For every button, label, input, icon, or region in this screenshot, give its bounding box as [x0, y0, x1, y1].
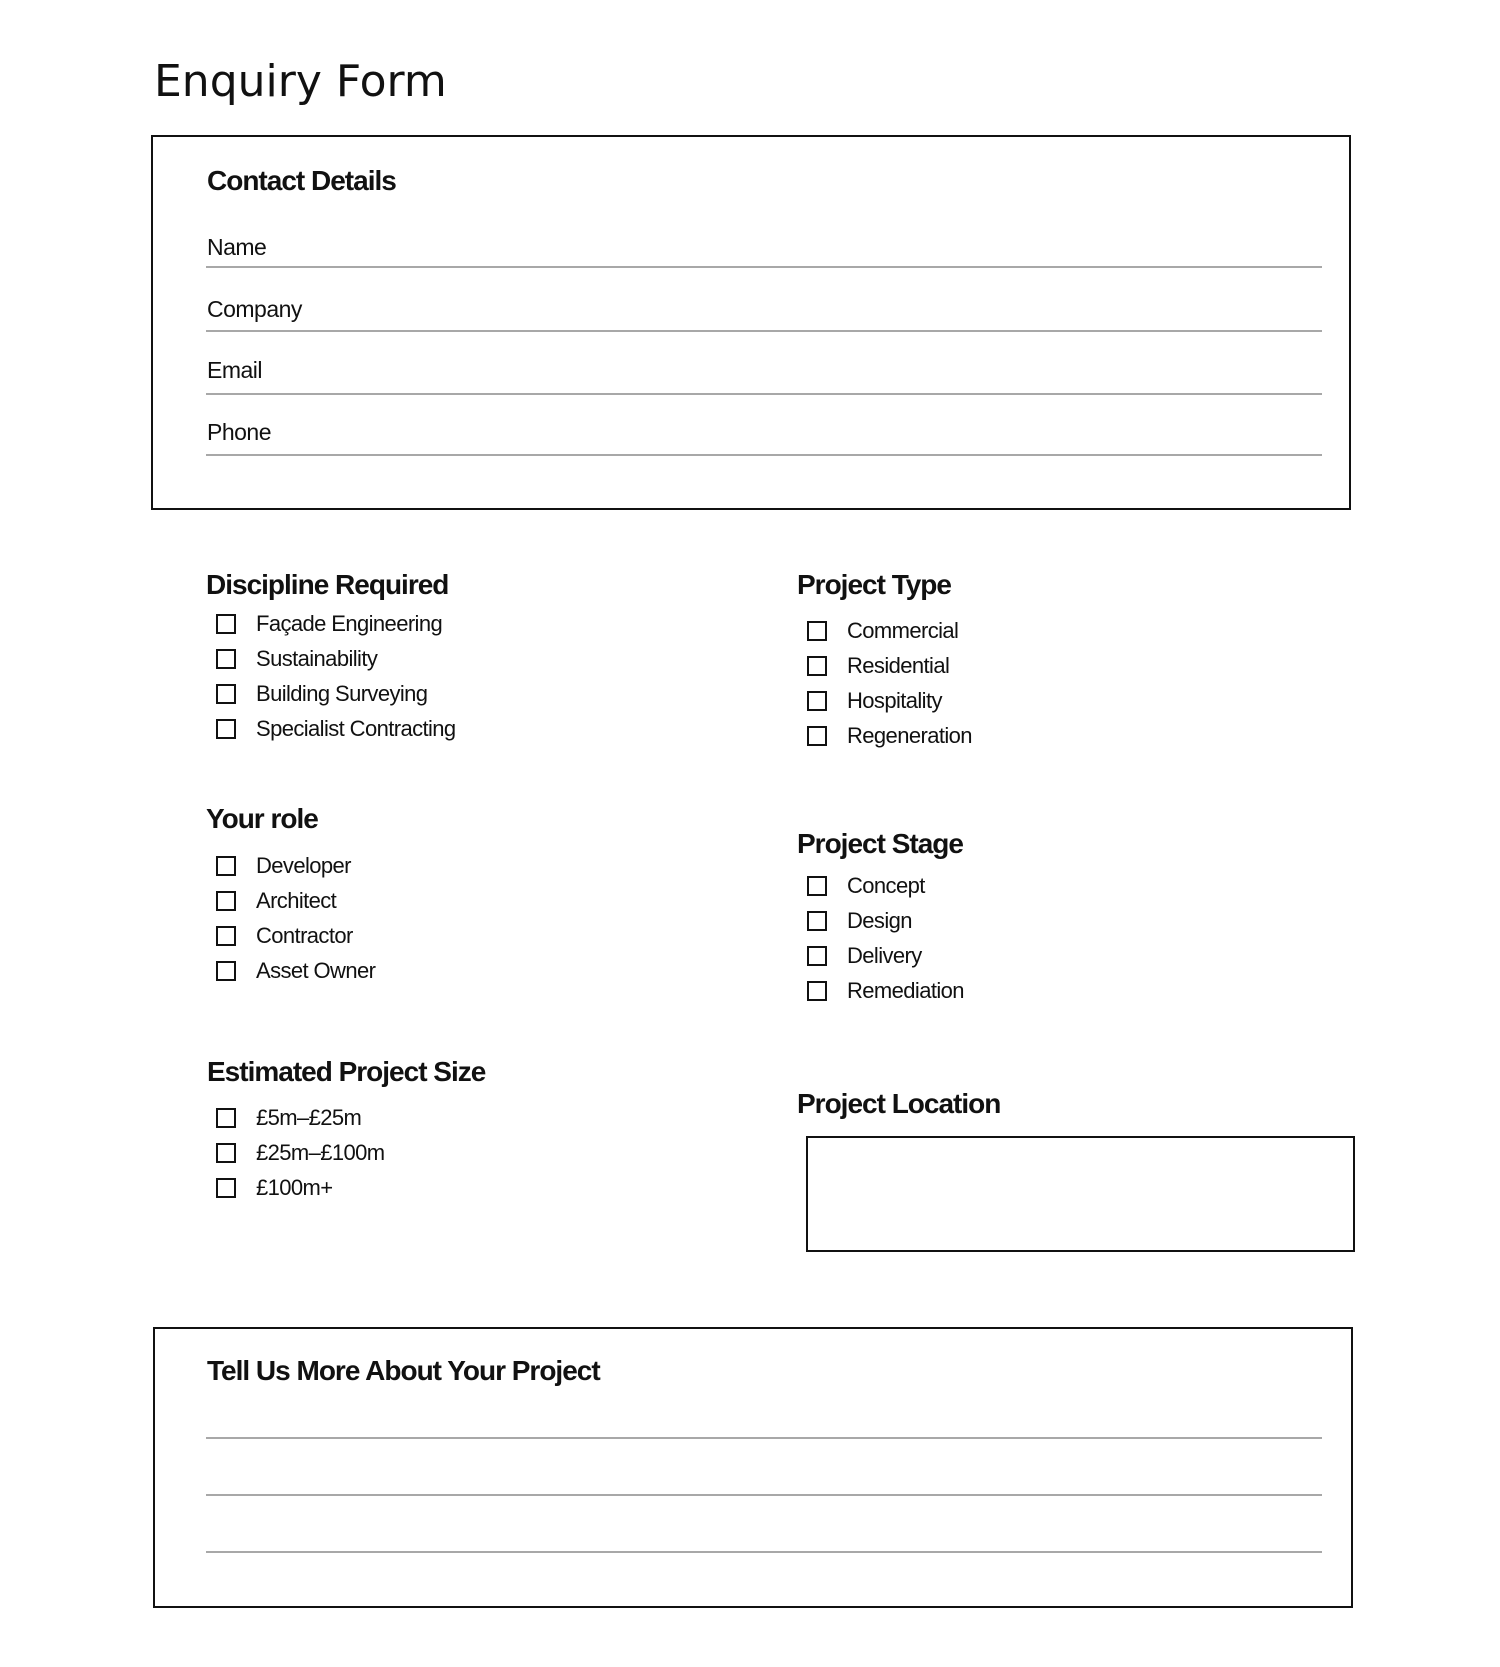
- checkbox[interactable]: [807, 876, 827, 896]
- project-description-line[interactable]: [206, 1437, 1322, 1439]
- option-label: Design: [847, 907, 912, 933]
- project-stage-option[interactable]: [797, 938, 964, 973]
- option-label: Concept: [847, 872, 925, 898]
- email-label: Email: [207, 357, 263, 383]
- option-label: £100m+: [256, 1174, 333, 1200]
- option-label: Hospitality: [847, 687, 942, 713]
- option-label: Residential: [847, 652, 950, 678]
- project-size-option[interactable]: [206, 1100, 385, 1135]
- checkbox[interactable]: [216, 649, 236, 669]
- discipline-heading: Discipline Required: [206, 569, 449, 600]
- option-label: Asset Owner: [256, 957, 376, 983]
- project-description-line[interactable]: [206, 1494, 1322, 1496]
- checkbox[interactable]: [807, 726, 827, 746]
- project-stage-heading: Project Stage: [797, 828, 963, 859]
- option-label: Delivery: [847, 942, 922, 968]
- option-label: £25m–£100m: [256, 1139, 385, 1165]
- email-field[interactable]: [206, 393, 1322, 395]
- project-stage-option[interactable]: [797, 973, 964, 1008]
- checkbox[interactable]: [216, 1108, 236, 1128]
- discipline-option[interactable]: [206, 676, 456, 711]
- project-type-option[interactable]: [797, 683, 972, 718]
- option-label: Contractor: [256, 922, 353, 948]
- checkbox[interactable]: [216, 856, 236, 876]
- company-field[interactable]: [206, 330, 1322, 332]
- checkbox[interactable]: [807, 621, 827, 641]
- checkbox[interactable]: [216, 684, 236, 704]
- role-option[interactable]: [206, 848, 375, 883]
- contact-details-heading: Contact Details: [207, 165, 396, 196]
- name-field[interactable]: [206, 266, 1322, 268]
- role-option[interactable]: [206, 953, 375, 988]
- project-stage-option[interactable]: [797, 903, 964, 938]
- option-label: Developer: [256, 852, 351, 878]
- option-label: Specialist Contracting: [256, 715, 456, 741]
- checkbox[interactable]: [216, 891, 236, 911]
- tell-us-heading: Tell Us More About Your Project: [207, 1355, 600, 1386]
- project-size-option[interactable]: [206, 1170, 385, 1205]
- discipline-option[interactable]: [206, 606, 456, 641]
- option-label: Façade Engineering: [256, 610, 443, 636]
- discipline-option[interactable]: [206, 711, 456, 746]
- option-label: Sustainability: [256, 645, 378, 671]
- option-label: Building Surveying: [256, 680, 428, 706]
- project-type-heading: Project Type: [797, 569, 951, 600]
- checkbox[interactable]: [216, 1143, 236, 1163]
- option-label: £5m–£25m: [256, 1104, 362, 1130]
- phone-field[interactable]: [206, 454, 1322, 456]
- checkbox[interactable]: [807, 946, 827, 966]
- project-location-input[interactable]: [806, 1136, 1355, 1252]
- role-option[interactable]: [206, 883, 375, 918]
- project-type-option[interactable]: [797, 613, 972, 648]
- checkbox[interactable]: [807, 981, 827, 1001]
- option-label: Remediation: [847, 977, 964, 1003]
- project-type-option[interactable]: [797, 718, 972, 753]
- name-label: Name: [207, 234, 267, 260]
- project-description-line[interactable]: [206, 1551, 1322, 1553]
- option-label: Architect: [256, 887, 337, 913]
- project-type-options: [797, 613, 972, 753]
- discipline-option[interactable]: [206, 641, 456, 676]
- project-size-option[interactable]: [206, 1135, 385, 1170]
- option-label: Commercial: [847, 617, 959, 643]
- role-heading: Your role: [206, 803, 318, 834]
- checkbox[interactable]: [216, 719, 236, 739]
- option-label: Regeneration: [847, 722, 972, 748]
- project-size-options: [206, 1100, 385, 1205]
- project-location-heading: Project Location: [797, 1088, 1001, 1119]
- phone-label: Phone: [207, 419, 272, 445]
- checkbox[interactable]: [807, 656, 827, 676]
- project-stage-option[interactable]: [797, 868, 964, 903]
- checkbox[interactable]: [216, 1178, 236, 1198]
- company-label: Company: [207, 296, 302, 322]
- checkbox[interactable]: [216, 614, 236, 634]
- project-stage-options: [797, 868, 964, 1008]
- role-options: [206, 848, 375, 988]
- project-type-option[interactable]: [797, 648, 972, 683]
- checkbox[interactable]: [807, 911, 827, 931]
- role-option[interactable]: [206, 918, 375, 953]
- checkbox[interactable]: [216, 926, 236, 946]
- checkbox[interactable]: [807, 691, 827, 711]
- page-title: Enquiry Form: [154, 56, 447, 107]
- project-size-heading: Estimated Project Size: [207, 1056, 486, 1087]
- checkbox[interactable]: [216, 961, 236, 981]
- discipline-options: [206, 606, 456, 746]
